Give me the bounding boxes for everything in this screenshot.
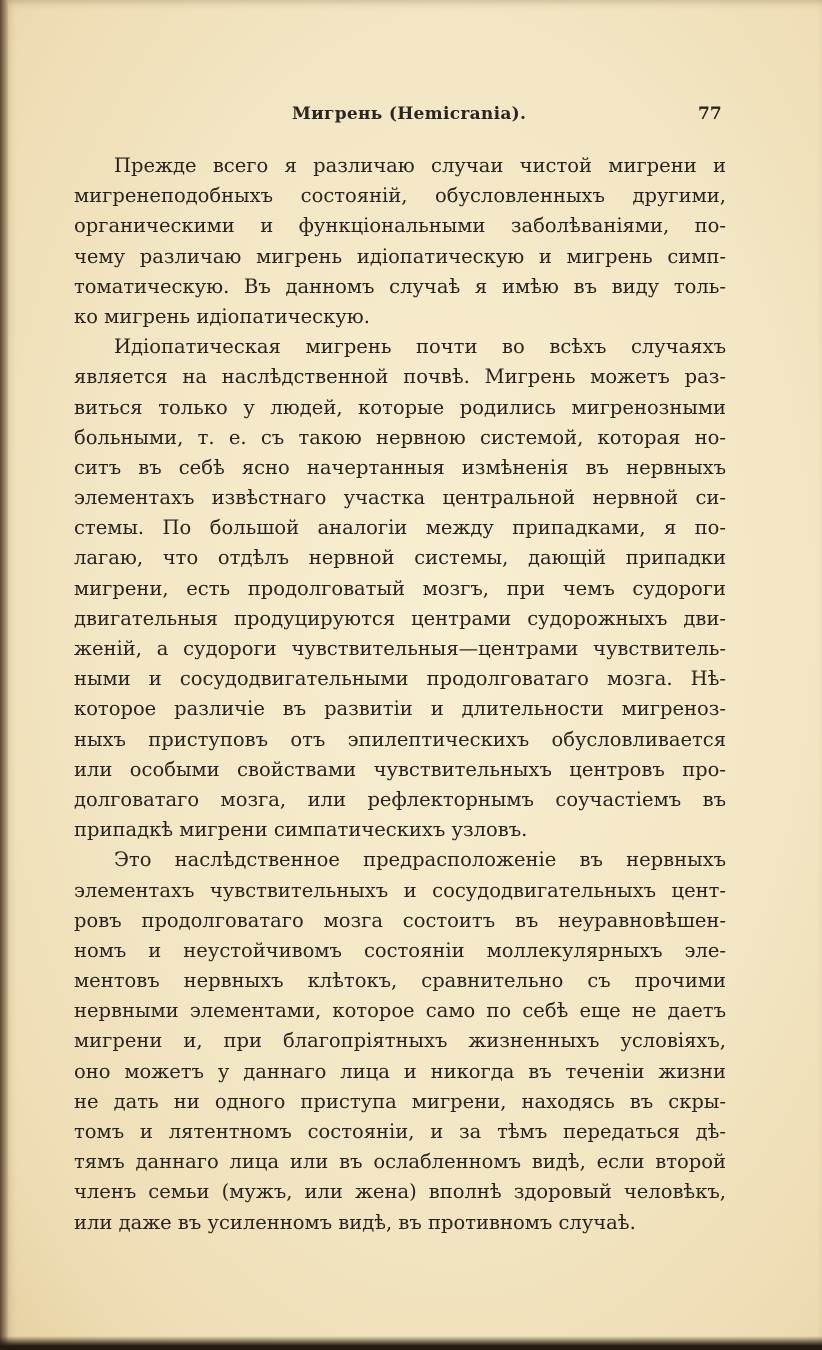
text-line: двигательныя продуцируются центрами судорожныхъ дви-	[74, 606, 726, 630]
text-line: припадкѣ мигрени симпатическихъ узловъ.	[74, 818, 528, 842]
page-bottom-edge	[0, 1336, 822, 1350]
text-line: томатическую. Въ данномъ случаѣ я имѣю въ виду толь-	[74, 274, 726, 298]
text-line: является на наслѣдственной почвѣ. Мигрень можетъ раз-	[74, 365, 726, 389]
text-line: томъ и лятентномъ состояніи, и за тѣмъ передаться дѣ-	[74, 1120, 726, 1143]
text-line: нервными элементами, которое само по себѣ еще не даетъ	[74, 999, 726, 1023]
text-line: тямъ даннаго лица или въ ослабленномъ видѣ, если второй	[74, 1150, 726, 1174]
text-line: стемы. По большой аналогіи между припадками, я по-	[74, 516, 726, 540]
text-line: или особыми свойствами чувствительныхъ центровъ про-	[74, 757, 726, 781]
text-line: не дать ни одного приступа мигрени, находясь въ скры-	[74, 1089, 726, 1113]
text-line: оно можетъ у даннаго лица и никогда въ теченіи жизни	[74, 1059, 726, 1083]
text-line: Идіопатическая мигрень почти во всѣхъ случаяхъ	[114, 335, 726, 359]
text-line: которое различіе въ развитіи и длительности мигреноз-	[74, 697, 726, 721]
text-line: номъ и неустойчивомъ состояніи моллекулярныхъ эле-	[74, 938, 726, 962]
text-line: больными, т. е. съ такою нервною системой, которая но-	[74, 425, 726, 449]
text-line: ментовъ нервныхъ клѣтокъ, сравнительно съ прочими	[74, 969, 726, 993]
text-line: элементахъ извѣстнаго участка центральной нервной си-	[74, 486, 726, 510]
text-line: ко мигрень идіопатическую.	[74, 304, 370, 328]
text-line: виться только у людей, которые родились мигренозными	[74, 395, 726, 419]
text-line: Прежде всего я различаю случаи чистой мигрени и	[114, 154, 726, 177]
text-line: чему различаю мигрень идіопатическую и мигрень симп-	[74, 244, 726, 268]
running-head-title: Мигрень (Hemicrania).	[292, 104, 527, 124]
text-line: ровъ продолговатаго мозга состоитъ въ неуравновѣшен-	[74, 908, 726, 932]
text-line: лагаю, что отдѣлъ нервной системы, дающій припадки	[74, 546, 726, 570]
text-line: ныхъ приступовъ отъ эпилептическихъ обусловливается	[74, 727, 726, 751]
text-line: мигренеподобныхъ состояній, обусловленныхъ другими,	[74, 184, 726, 208]
page-binding-edge	[0, 0, 8, 1350]
running-head	[0, 104, 822, 130]
page-number: 77	[698, 104, 722, 124]
body-text	[74, 151, 726, 1238]
text-line: ными и сосудодвигательными продолговатаго мозга. Нѣ-	[74, 667, 726, 691]
text-line: мигрени, есть продолговатый мозгъ, при чемъ судороги	[74, 576, 726, 600]
text-line: женій, а судороги чувствительныя—центрами чувствитель-	[74, 637, 726, 660]
text-line: долговатаго мозга, или рефлекторнымъ соучастіемъ въ	[74, 787, 726, 811]
text-line: членъ семьи (мужъ, или жена) вполнѣ здоровый человѣкъ,	[74, 1180, 726, 1204]
text-line: органическими и функціональными заболѣваніями, по-	[74, 214, 726, 238]
text-line: элементахъ чувствительныхъ и сосудодвигательныхъ цент-	[74, 878, 726, 902]
text-line: Это наслѣдственное предрасположеніе въ нервныхъ	[114, 848, 726, 872]
text-line: мигрени и, при благопріятныхъ жизненныхъ условіяхъ,	[74, 1029, 726, 1053]
text-line: ситъ въ себѣ ясно начертанныя измѣненія въ нервныхъ	[74, 455, 726, 479]
text-line: или даже въ усиленномъ видѣ, въ противномъ случаѣ.	[74, 1210, 636, 1234]
